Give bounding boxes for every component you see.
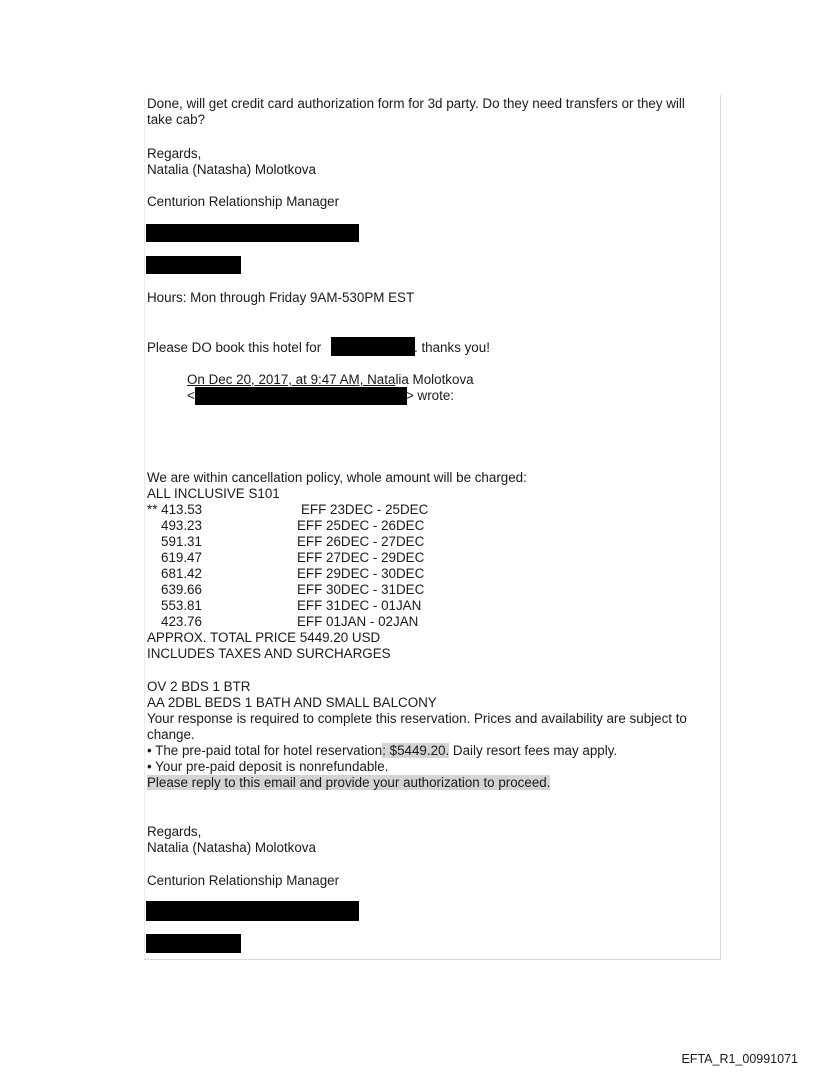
reply-request [147, 775, 550, 790]
reply-text-line-2: take cab? [147, 112, 206, 127]
rate-effective-dates: EFF 29DEC - 30DEC [297, 566, 425, 581]
rate-plan: ALL INCLUSIVE S101 [147, 486, 280, 501]
bullet-prepaid-total [147, 743, 617, 758]
bullet-prepaid-total-suffix: Daily resort fees may apply. [449, 743, 618, 758]
response-line-1: Your response is required to complete this reservation. Prices and availability are subject to [147, 711, 687, 726]
redaction-box [146, 934, 241, 953]
rate-price: 423.76 [161, 614, 202, 629]
bates-number: EFTA_R1_00991071 [681, 1052, 798, 1066]
rate-price: 619.47 [161, 550, 202, 565]
sender-name: Natalia (Natasha) Molotkova [147, 162, 316, 177]
reply-text-line-1: Done, will get credit card authorization form for 3d party. Do they need transfers or they will [147, 96, 685, 111]
rate-price: 591.31 [161, 534, 202, 549]
rate-price: ** 413.53 [147, 502, 203, 517]
room-description: AA 2DBL BEDS 1 BATH AND SMALL BALCONY [147, 695, 437, 710]
bullet-prepaid-total-prefix: • The pre-paid total for hotel reservation [147, 743, 383, 758]
redaction-box [331, 337, 415, 356]
rate-effective-dates: EFF 30DEC - 31DEC [297, 582, 425, 597]
prepaid-amount: : $5449.20. [382, 743, 450, 758]
quote-header [187, 372, 474, 387]
redaction-box [195, 387, 407, 405]
response-line-2: change. [147, 727, 195, 742]
redaction-box [146, 901, 359, 921]
rate-effective-dates: EFF 27DEC - 29DEC [297, 550, 425, 565]
room-code: OV 2 BDS 1 BTR [147, 679, 251, 694]
sender-name-2: Natalia (Natasha) Molotkova [147, 840, 316, 855]
rate-effective-dates: EFF 01JAN - 02JAN [297, 614, 419, 629]
reply-request-text: Please reply to this email and provide your authorization to proceed. [147, 775, 551, 790]
book-request-suffix: . thanks you! [414, 340, 490, 355]
bullet-deposit: • Your pre-paid deposit is nonrefundable. [147, 759, 389, 774]
quote-lt: < [187, 388, 195, 403]
rate-price: 681.42 [161, 566, 202, 581]
quote-header-rest: lia Molotkova [395, 372, 474, 387]
rate-effective-dates: EFF 31DEC - 01JAN [297, 598, 422, 613]
quote-header-link[interactable]: On Dec 20, 2017, at 9:47 AM, Nata [187, 372, 396, 387]
redaction-box [146, 224, 359, 242]
hours-line: Hours: Mon through Friday 9AM-530PM EST [147, 290, 415, 305]
total-price: APPROX. TOTAL PRICE 5449.20 USD [147, 630, 381, 645]
rate-effective-dates: EFF 25DEC - 26DEC [297, 518, 425, 533]
cancellation-line: We are within cancellation policy, whole amount will be charged: [147, 470, 527, 485]
rate-price: 639.66 [161, 582, 202, 597]
rate-price: 553.81 [161, 598, 202, 613]
includes-taxes: INCLUDES TAXES AND SURCHARGES [147, 646, 391, 661]
rate-price: 493.23 [161, 518, 202, 533]
rate-effective-dates: EFF 23DEC - 25DEC [301, 502, 429, 517]
book-request-prefix: Please DO book this hotel for [147, 340, 322, 355]
quote-wrote: > wrote: [406, 388, 455, 403]
regards: Regards, [147, 146, 202, 161]
sender-title-2: Centurion Relationship Manager [147, 873, 340, 888]
regards-2: Regards, [147, 824, 202, 839]
sender-title: Centurion Relationship Manager [147, 194, 340, 209]
redaction-box [146, 256, 241, 274]
rate-effective-dates: EFF 26DEC - 27DEC [297, 534, 425, 549]
